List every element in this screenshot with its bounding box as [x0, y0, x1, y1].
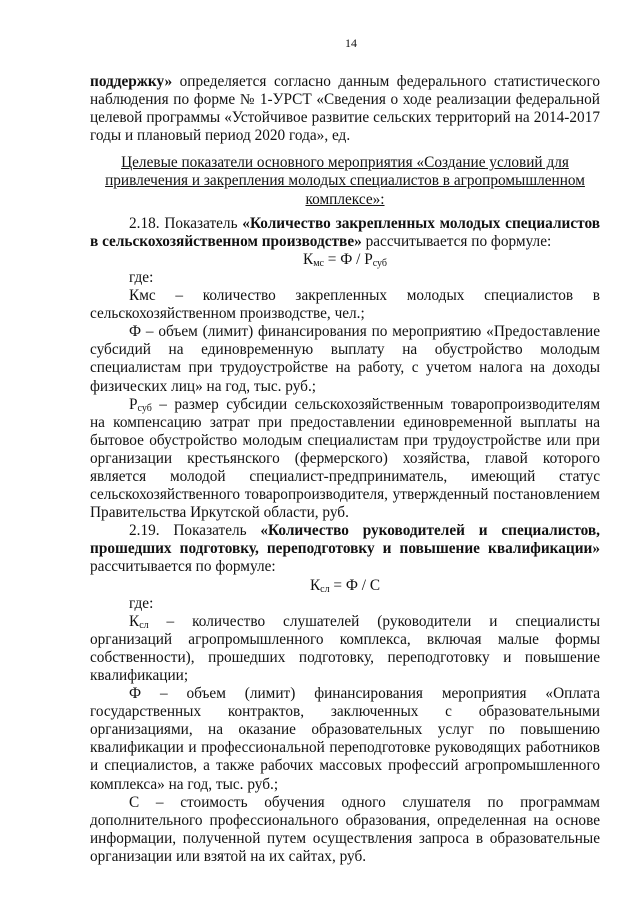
formula-2-19-rest: = Ф / С [329, 576, 381, 594]
definition-c: С – стоимость обучения одного слушателя по программам дополнительного профессионального образования, определенная на основе информации, полученной путем осуществления запроса в образовательные организации или взятой на их сайтах, руб. [90, 793, 600, 865]
definition-f-2-19: Ф – объем (лимит) финансирования мероприятия «Оплата государственных контрактов, заключенных с образовательными организациями, на оказание образовательных услуг по повышению квалификации и профессиональной переподготовке руководящих работников и специалистов, а также рабочих массовых профессий агропромышленного комплекса» на год, тыс. руб.; [90, 685, 600, 793]
formula-2-18-k-sub: мс [313, 257, 324, 269]
intro-paragraph [90, 73, 600, 145]
definition-ksl-sub: сл [139, 619, 149, 631]
indicator-2-18-prefix: 2.18. Показатель [129, 214, 243, 232]
definition-rsub [90, 396, 600, 523]
formula-2-18-r-sub: суб [372, 257, 388, 269]
formula-2-18 [90, 251, 600, 269]
formula-2-19-k-sub: сл [320, 583, 330, 595]
definition-rsub-text: – размер субсидии сельскохозяйственным товаропроизводителям на компенсацию затрат при предоставлении единовременной выплаты на бытовое обустройство молодым специалистам при трудоустройстве или при организации крестьянского (фермерского) хозяйства, главой которого является молодой специалист-предприниматель, имеющий статус сельскохозяйственного товаропроизводителя, утвержденный постановлением Правительства Иркутской области, руб. [90, 395, 600, 522]
definition-ksl-letter: К [129, 612, 140, 630]
indicator-2-18-suffix: рассчитывается по формуле: [361, 232, 552, 250]
definition-rsub-sub: суб [137, 402, 152, 414]
formula-2-19-k: К [309, 576, 321, 594]
indicator-2-19-prefix: 2.19. Показатель [129, 522, 261, 540]
definition-kms: Кмс – количество закрепленных молодых специалистов в сельскохозяйственном производстве, чел.; [90, 287, 600, 323]
section-heading: Целевые показатели основного мероприятия «Создание условий для привлечения и закрепления молодых специалистов в агропромышленном комплексе»: [105, 154, 585, 208]
definition-f-2-18: Ф – объем (лимит) финансирования по мероприятию «Предоставление субсидий на единовременную выплату на обустройство молодым специалистам при трудоустройстве на работу, с учетом налога на доходы физических лиц» на год, тыс. руб.; [90, 323, 600, 395]
where-label-2-19: где: [129, 594, 154, 612]
definition-rsub-letter: Р [129, 395, 138, 413]
formula-2-18-k: К [302, 250, 314, 268]
indicator-2-18-name: «Количество закрепленных молодых специалистов в сельскохозяйственном производстве» [90, 214, 600, 250]
definition-ksl-text: – количество слушателей (руководители и специалисты организаций агропромышленного комплекса, включая малые формы собственности), прошедших подготовку, переподготовку и повышение квалификации; [90, 612, 600, 684]
definition-ksl [90, 613, 600, 685]
where-label-2-18: где: [129, 268, 154, 286]
formula-2-18-middle: = Ф / Р [323, 250, 373, 268]
indicator-2-19-title [90, 522, 600, 576]
formula-2-19 [90, 577, 600, 595]
indicator-2-19-suffix: рассчитывается по формуле: [90, 558, 276, 576]
intro-text: определяется согласно данным федерального статистического наблюдения по форме № 1-УРСТ «Сведения о ходе реализации федеральной целевой программы «Устойчивое развитие сельских территорий на 2014-2017 годы и плановый период 2020 года», ед. [90, 73, 600, 145]
intro-lead-bold: поддержку» [90, 73, 173, 90]
indicator-2-19-name: «Количество руководителей и специалистов, прошедших подготовку, переподготовку и повышение квалификации» [90, 522, 600, 558]
page-number: 14 [345, 36, 357, 50]
indicator-2-18-title [90, 215, 600, 251]
